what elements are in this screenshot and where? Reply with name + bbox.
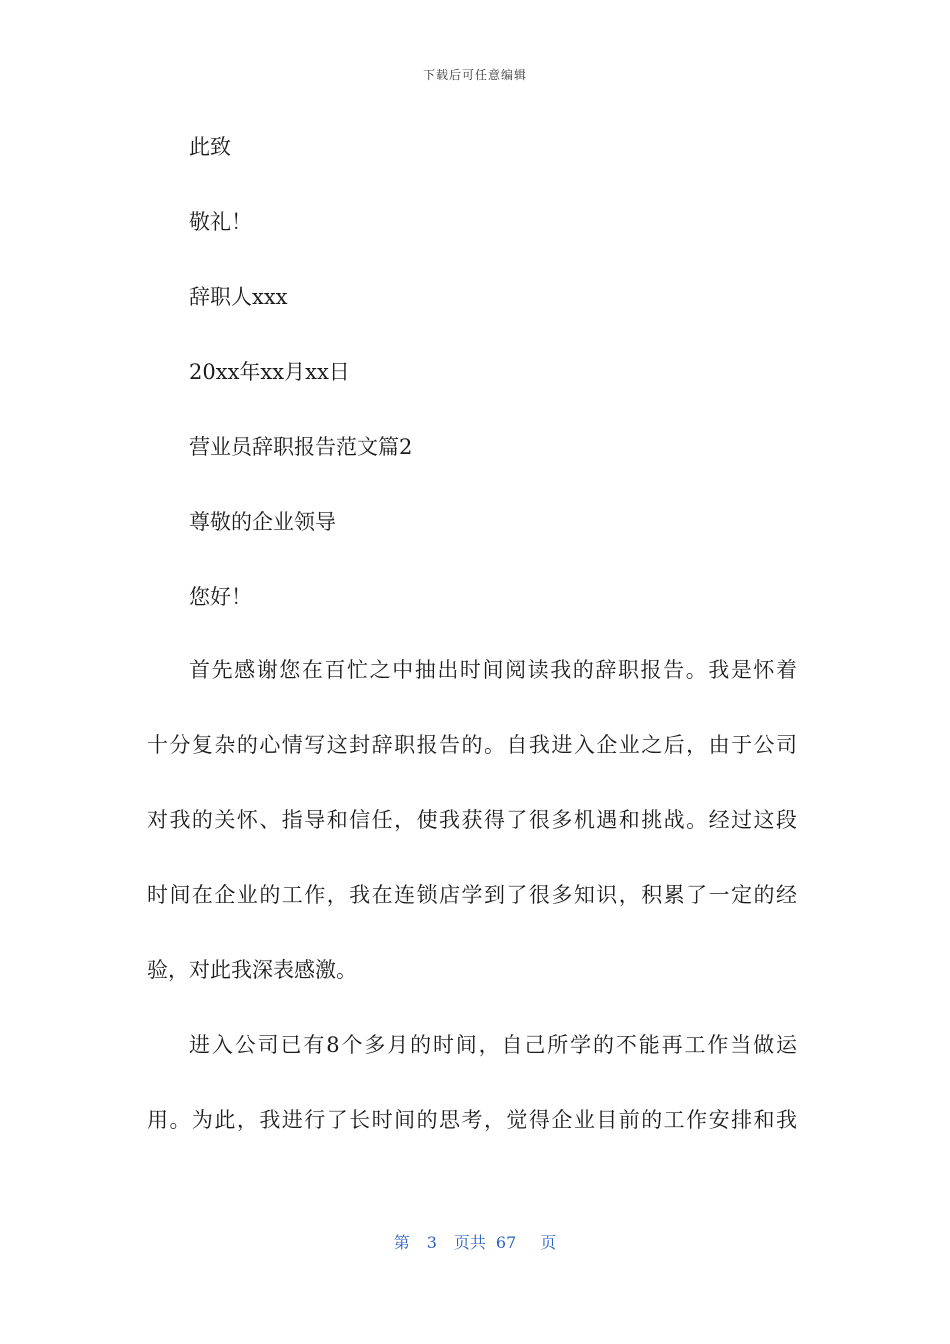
signature-name: 辞职人xxx [189,285,288,309]
page-middle: 页共 [453,1233,486,1252]
page-header: 下载后可任意编辑 [422,68,527,82]
paragraph-1-line-2: 十分复杂的心情写这封辞职报告的。自我进入企业之后，由于公司 [147,733,797,757]
paragraph-2-line-1: 进入公司已有8个多月的时间，自己所学的不能再工作当做运 [189,1033,797,1057]
paragraph-1-line-5: 验，对此我深表感激。 [147,958,357,982]
recipient-line: 尊敬的企业领导 [189,510,336,534]
page-prefix: 第 [393,1233,410,1252]
page-suffix: 页 [540,1233,557,1252]
salutation-closing: 敬礼！ [189,210,252,234]
paragraph-1-line-1: 首先感谢您在百忙之中抽出时间阅读我的辞职报告。我是怀着 [189,658,797,682]
section-title: 营业员辞职报告范文篇2 [189,435,413,459]
greeting-line: 您好！ [189,585,252,609]
signature-date: 20xx年xx月xx日 [189,360,350,384]
closing-line: 此致 [189,135,231,159]
paragraph-1-line-3: 对我的关怀、指导和信任，使我获得了很多机遇和挑战。经过这段 [147,808,797,832]
paragraph-1-line-4: 时间在企业的工作，我在连锁店学到了很多知识，积累了一定的经 [147,883,797,907]
paragraph-2-line-2: 用。为此，我进行了长时间的思考，觉得企业目前的工作安排和我 [147,1108,797,1132]
page-footer [0,1230,950,1253]
current-page-number: 3 [426,1233,437,1252]
total-page-number: 67 [495,1233,517,1252]
